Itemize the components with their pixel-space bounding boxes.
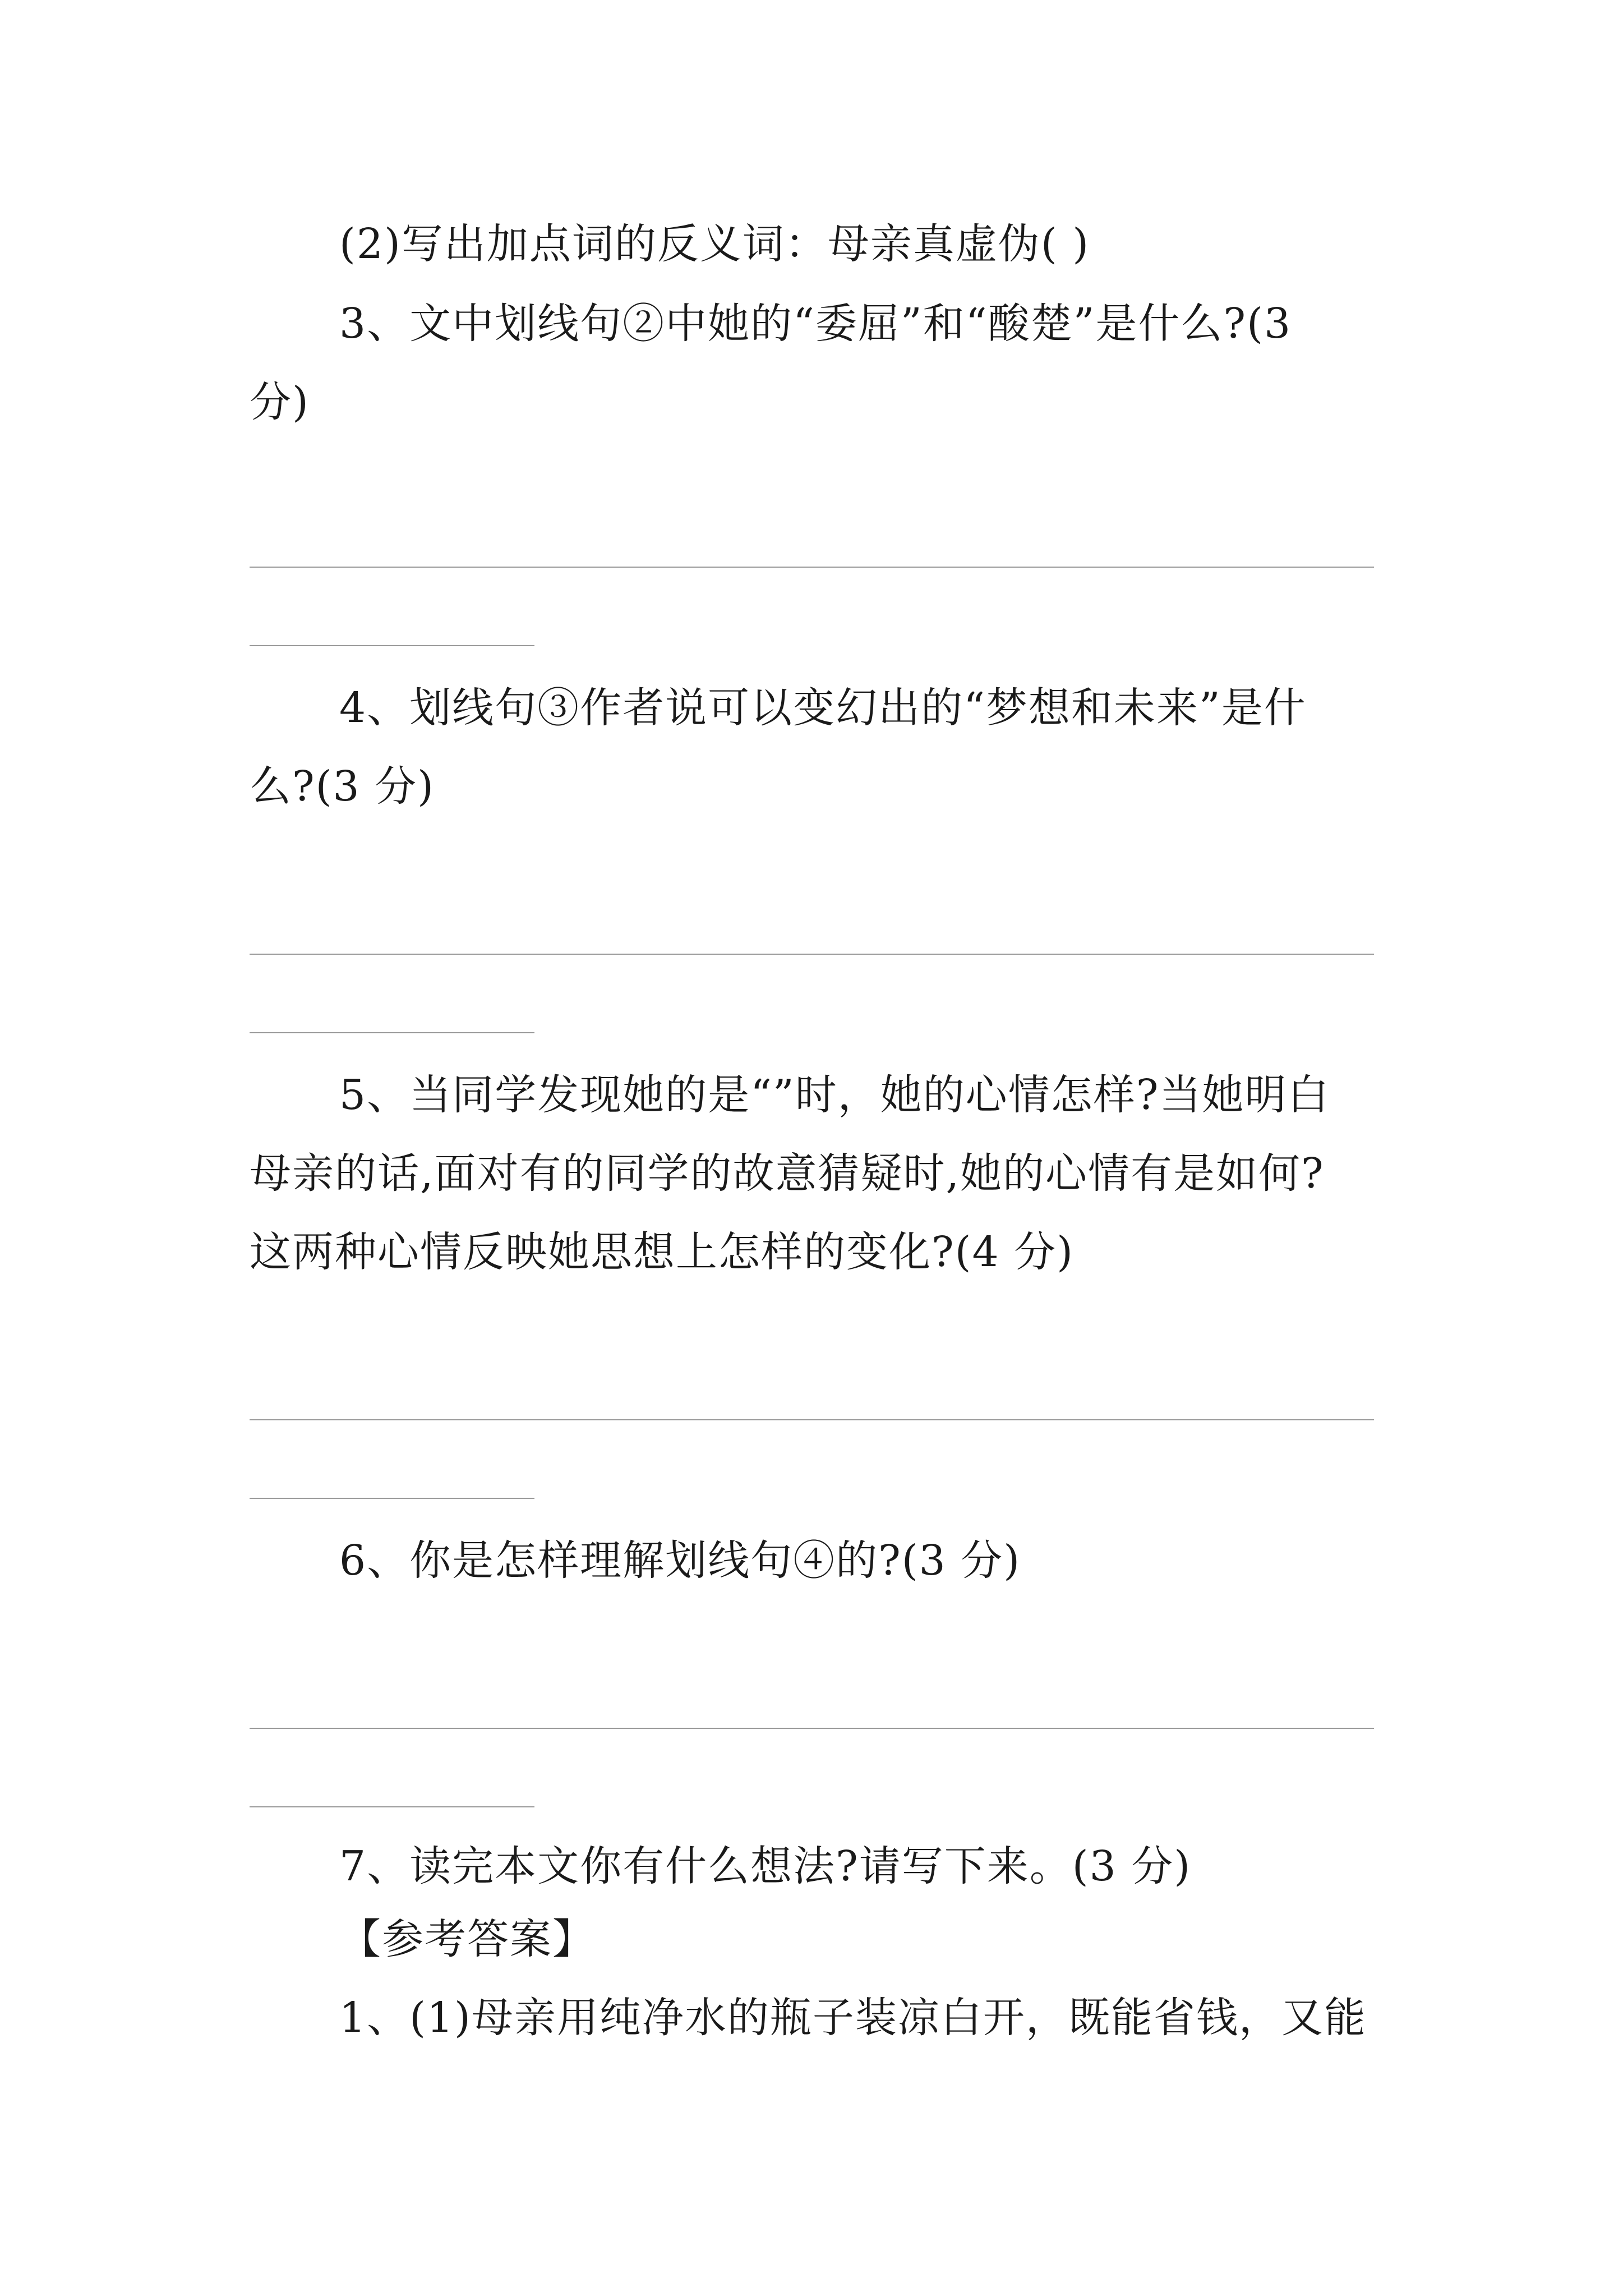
answer-line	[250, 1806, 534, 1807]
answer-line	[250, 567, 1374, 568]
answer-line	[250, 954, 1374, 955]
question-7: 7、读完本文你有什么想法?请写下来。(3 分)	[339, 1842, 1192, 1890]
question-5-line-2: 母亲的话,面对有的同学的故意猜疑时,她的心情有是如何?	[250, 1149, 1325, 1198]
question-5-line-3: 这两种心情反映她思想上怎样的变化?(4 分)	[250, 1228, 1075, 1276]
answers-heading: 【参考答案】	[339, 1915, 595, 1963]
question-6: 6、你是怎样理解划线句④的?(3 分)	[339, 1536, 1021, 1585]
question-3-line-1: 3、文中划线句②中她的“委屈”和“酸楚”是什么?(3	[339, 300, 1292, 348]
question-2-subpart: (2)写出加点词的反义词：母亲真虚伪( )	[339, 220, 1090, 268]
answer-line	[250, 1728, 1374, 1729]
answer-line	[250, 1032, 534, 1033]
question-4-line-2: 么?(3 分)	[250, 762, 435, 811]
answer-1-line-1: 1、(1)母亲用纯净水的瓶子装凉白开，既能省钱，又能	[339, 1994, 1367, 2042]
question-5-line-1: 5、当同学发现她的是“”时，她的心情怎样?当她明白	[339, 1071, 1330, 1119]
question-4-line-1: 4、划线句③作者说可以变幻出的“梦想和未来”是什	[339, 684, 1307, 732]
answer-line	[250, 1498, 534, 1499]
answer-line	[250, 645, 534, 646]
question-3-line-2: 分)	[250, 378, 310, 426]
answer-line	[250, 1419, 1374, 1420]
